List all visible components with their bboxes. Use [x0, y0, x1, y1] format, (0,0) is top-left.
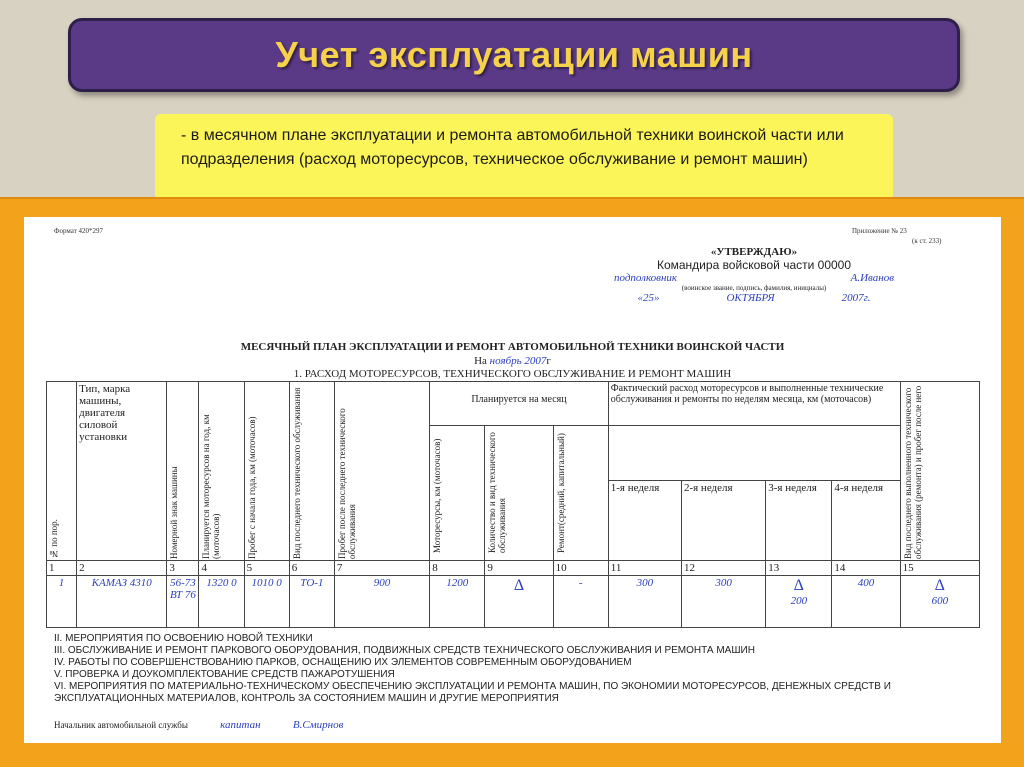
plan-document	[24, 217, 1001, 743]
header-week-4: 4-я неделя	[832, 481, 900, 561]
rank: подполковник	[614, 272, 678, 284]
plan-period	[24, 355, 1001, 367]
chief-label: Начальник автомобильной службы	[54, 720, 188, 730]
appendix-label: Приложение № 23	[852, 227, 907, 235]
last-done-value: 600	[931, 595, 949, 607]
cell-no: 1	[47, 576, 77, 628]
commander-line: Командира войсковой части 00000	[656, 258, 852, 272]
week-3-value: 200	[790, 595, 808, 607]
header-motor: Моторесурсы, км (моточасов)	[430, 426, 485, 561]
triangle-icon: ∆	[793, 577, 804, 594]
cell-week-4: 400	[832, 576, 900, 628]
cell-last-to: ТО-1	[289, 576, 334, 628]
cell-plan-year: 1320 0	[199, 576, 244, 628]
col-number: 4	[199, 561, 244, 576]
chief-signature	[54, 719, 343, 731]
header-last-done: Вид последнего выполненного технического обслуживания (ремонта) и пробег после него	[900, 382, 979, 561]
cell-reg: 56-73 ВТ 76	[167, 576, 199, 628]
col-number: 1	[47, 561, 77, 576]
chief-name: В.Смирнов	[292, 719, 344, 731]
other-sections	[54, 633, 984, 705]
table-row	[47, 576, 980, 628]
col-number: 13	[766, 561, 832, 576]
section-1-title: 1. РАСХОД МОТОРЕСУРСОВ, ТЕХНИЧЕСКОГО ОБСЛУЖИВАНИЕ И РЕМОНТ МАШИН	[293, 368, 732, 380]
header-actual: Фактический расход моторесурсов и выполненные технические обслуживания и ремонты по неделям месяца, км (моточасов)	[608, 382, 900, 426]
triangle-icon: ∆	[514, 577, 524, 594]
period-month: ноябрь 2007	[489, 355, 547, 367]
cell-count-to	[485, 576, 553, 628]
cell-week-3	[766, 576, 832, 628]
col-number: 15	[900, 561, 979, 576]
col-number: 5	[244, 561, 289, 576]
header-plan-year: Планируется моторесурсов на год, км (моточасов)	[199, 382, 244, 561]
header-actual-spacer	[608, 426, 900, 481]
cell-last-done	[900, 576, 979, 628]
note-box: - в месячном плане эксплуатации и ремонта автомобильной техники воинской части или подразделения (расход моторесурсов, техническое обслуживание и ремонт машин)	[155, 114, 893, 200]
signer-name: А.Иванов	[850, 272, 894, 284]
approve-heading: «УТВЕРЖДАЮ»	[710, 246, 798, 258]
header-last-to: Вид последнего технического обслуживания	[289, 382, 334, 561]
date-year: 2007г.	[841, 292, 871, 304]
cell-run-after: 900	[334, 576, 429, 628]
header-no: № по пор.	[47, 382, 77, 561]
cell-week-1: 300	[608, 576, 681, 628]
approval-block	[604, 246, 904, 304]
col-number: 7	[334, 561, 429, 576]
signature-line	[604, 272, 904, 284]
approval-date	[604, 292, 904, 304]
header-week-1: 1-я неделя	[608, 481, 681, 561]
signature-caption: (воинское звание, подпись, фамилия, инициалы)	[681, 284, 827, 292]
header-repair: Ремонт(средний, капитальный)	[553, 426, 608, 561]
col-number: 14	[832, 561, 900, 576]
format-label: Формат 420*297	[54, 227, 104, 235]
header-week-3: 3-я неделя	[766, 481, 832, 561]
section-item: III. ОБСЛУЖИВАНИЕ И РЕМОНТ ПАРКОВОГО ОБОРУДОВАНИЯ, ПОДВИЖНЫХ СРЕДСТВ ТЕХНИЧЕСКОГО ОБСЛУЖИВАНИЯ И РЕМОНТА МАШИН	[54, 645, 755, 656]
date-month: ОКТЯБРЯ	[726, 292, 775, 304]
chief-rank: капитан	[220, 719, 261, 731]
col-number: 12	[681, 561, 765, 576]
section-item: II. МЕРОПРИЯТИЯ ПО ОСВОЕНИЮ НОВОЙ ТЕХНИКИ	[54, 633, 313, 644]
cell-run-start: 1010 0	[244, 576, 289, 628]
title-banner	[68, 18, 960, 92]
cell-type: КАМАЗ 4310	[77, 576, 167, 628]
header-run-start: Пробег с начала года, км (моточасов)	[244, 382, 289, 561]
cell-repair: -	[553, 576, 608, 628]
header-type: Тип, марка машины, двигателя силовой установки	[77, 382, 167, 561]
column-number-row	[47, 561, 980, 576]
date-day: «25»	[637, 292, 660, 304]
plan-table	[46, 381, 980, 628]
col-number: 10	[553, 561, 608, 576]
col-number: 6	[289, 561, 334, 576]
cell-motor: 1200	[430, 576, 485, 628]
header-row	[47, 382, 980, 426]
section-item: V. ПРОВЕРКА И ДОУКОМПЛЕКТОВАНИЕ СРЕДСТВ ПАЖАРОТУШЕНИЯ	[54, 669, 395, 680]
section-item: IV. РАБОТЫ ПО СОВЕРШЕНСТВОВАНИЮ ПАРКОВ, ОСНАЩЕНИЮ ИХ ЭЛЕМЕНТОВ СОВРЕМЕННЫМ ОБОРУДОВАНИЕМ	[54, 657, 632, 668]
period-prefix: На	[474, 355, 487, 367]
period-suffix: г	[546, 355, 551, 367]
appendix-sub: (к ст. 233)	[912, 237, 942, 245]
col-number: 9	[485, 561, 553, 576]
col-number: 3	[167, 561, 199, 576]
cell-week-2: 300	[681, 576, 765, 628]
header-count-to: Количество и вид технического обслуживания	[485, 426, 553, 561]
header-planned-month: Планируется на месяц	[430, 382, 609, 426]
col-number: 2	[77, 561, 167, 576]
slide-title: Учет эксплуатации машин	[275, 34, 753, 75]
col-number: 8	[430, 561, 485, 576]
header-run-after: Пробег после последнего технического обслуживания	[334, 382, 429, 561]
triangle-icon: ∆	[934, 577, 945, 594]
plan-title: МЕСЯЧНЫЙ ПЛАН ЭКСПЛУАТАЦИИ И РЕМОНТ АВТОМОБИЛЬНОЙ ТЕХНИКИ ВОИНСКОЙ ЧАСТИ	[240, 341, 785, 353]
header-week-2: 2-я неделя	[681, 481, 765, 561]
section-item: VI. МЕРОПРИЯТИЯ ПО МАТЕРИАЛЬНО-ТЕХНИЧЕСКОМУ ОБЕСПЕЧЕНИЮ ЭКСПЛУАТАЦИИ И РЕМОНТА МАШИН, ПО ЭКОНОМИИ МОТОРЕСУРСОВ, ДЕНЕЖНЫХ СРЕДСТВ И ЭКСПЛУАТАЦИОННЫХ МАТЕРИАЛОВ, КОНТРОЛЬ ЗА СОСТОЯНИЕМ МАШИН И ДРУГИЕ МЕРОПРИЯТИЯ	[54, 681, 891, 704]
header-reg: Номерной знак машины	[167, 382, 199, 561]
col-number: 11	[608, 561, 681, 576]
